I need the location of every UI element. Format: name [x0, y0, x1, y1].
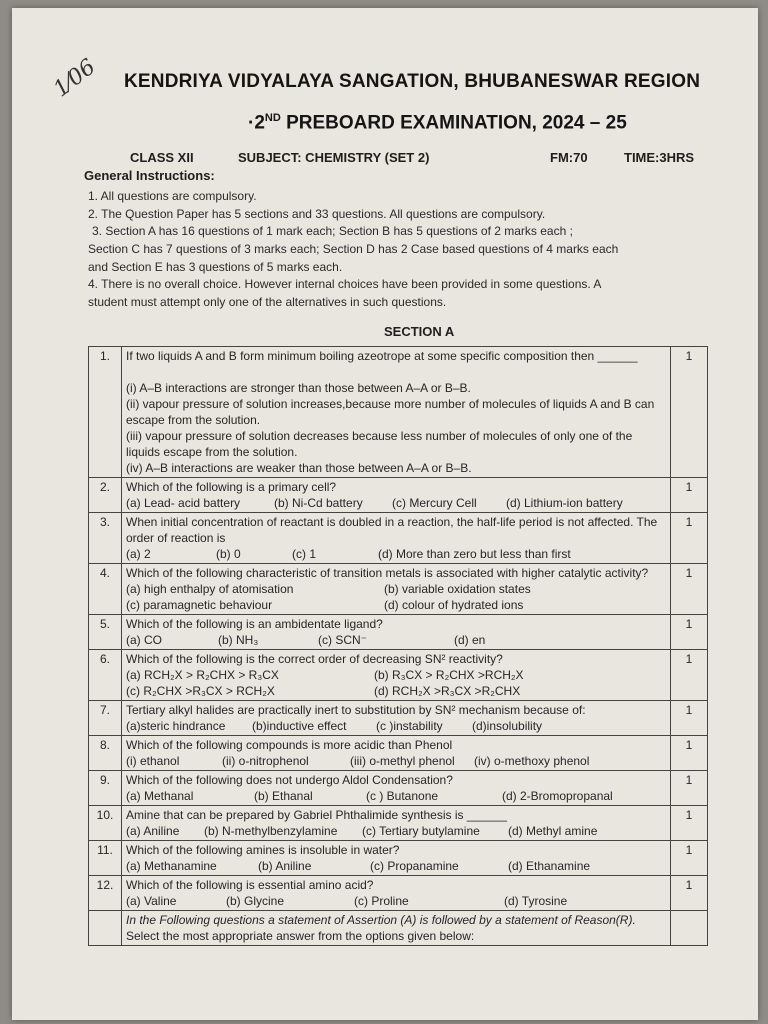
question-text: If two liquids A and B form minimum boiling azeotrope at some specific composition then ______: [126, 349, 638, 363]
question-mark: 1: [671, 650, 708, 701]
instructions-title: General Instructions:: [84, 168, 215, 183]
exam-paper: [12, 8, 758, 1020]
question-text: Which of the following characteristic of transition metals is associated with higher catalytic activity?: [126, 566, 649, 580]
question-row: [89, 841, 708, 876]
option: (a) Methanal: [126, 789, 194, 803]
exam-title: ·2ND PREBOARD EXAMINATION, 2024 – 25: [248, 112, 627, 134]
option: (c) 1: [292, 547, 316, 561]
question-number: 9.: [89, 771, 122, 806]
question-body: [122, 806, 671, 841]
question-mark: 1: [671, 615, 708, 650]
option: (b) N-methylbenzylamine: [204, 824, 338, 838]
question-text: Which of the following does not undergo Aldol Condensation?: [126, 773, 453, 787]
option: (b) variable oxidation states: [384, 582, 531, 596]
question-row: [89, 701, 708, 736]
question-mark: 1: [671, 806, 708, 841]
question-number: 6.: [89, 650, 122, 701]
option: (iii) vapour pressure of solution decreases because less number of molecules of only one of the liquids escape from the solution.: [126, 429, 633, 459]
option: (b) Ethanal: [254, 789, 313, 803]
option: (d) Tyrosine: [504, 894, 568, 908]
class-label: CLASS XII: [130, 150, 194, 165]
question-text: Which of the following compounds is more acidic than Phenol: [126, 738, 453, 752]
option: (b) Ni-Cd battery: [274, 496, 363, 510]
question-body: [122, 347, 671, 478]
full-marks-label: FM:70: [550, 150, 588, 165]
question-text: When initial concentration of reactant is doubled in a reaction, the half-life period is not affected. The order of reaction is: [126, 515, 658, 545]
option: (iv) o-methoxy phenol: [474, 754, 590, 768]
question-mark: 1: [671, 771, 708, 806]
option: (b) NH₃: [218, 633, 259, 647]
option: (b) Aniline: [258, 859, 312, 873]
option: (iii) o-methyl phenol: [350, 754, 455, 768]
question-body: [122, 615, 671, 650]
question-number: 3.: [89, 513, 122, 564]
question-mark: 1: [671, 347, 708, 478]
question-text: Which of the following is an ambidentate ligand?: [126, 617, 383, 631]
option: (i) ethanol: [126, 754, 180, 768]
time-label: TIME:3HRS: [624, 150, 695, 165]
question-mark: 1: [671, 478, 708, 513]
option: (iv) A–B interactions are weaker than those between A–A or B–B.: [126, 461, 472, 475]
question-body: [122, 736, 671, 771]
question-body: [122, 564, 671, 615]
question-text: Amine that can be prepared by Gabriel Phthalimide synthesis is ______: [126, 808, 507, 822]
question-body: [122, 478, 671, 513]
option: (c) Proline: [354, 894, 409, 908]
option: (a) RCH₂X > R₂CHX > R₃CX: [126, 668, 279, 682]
option: (a) 2: [126, 547, 151, 561]
question-row: [89, 347, 708, 478]
questions-table: [88, 346, 708, 946]
option: (b) R₃CX > R₂CHX >RCH₂X: [374, 668, 524, 682]
question-mark: 1: [671, 513, 708, 564]
option: (c) R₂CHX >R₃CX > RCH₂X: [126, 684, 275, 698]
question-row: [89, 650, 708, 701]
question-number: 4.: [89, 564, 122, 615]
question-text: Which of the following is essential amino acid?: [126, 878, 374, 892]
option: (c )instability: [376, 719, 443, 733]
option: (a) Aniline: [126, 824, 180, 838]
question-number: 10.: [89, 806, 122, 841]
question-body: [122, 701, 671, 736]
instruction-line: 2. The Question Paper has 5 sections and 33 questions. All questions are compulsory.: [88, 207, 546, 221]
option: (d)insolubility: [472, 719, 543, 733]
section-heading: SECTION A: [384, 324, 455, 339]
option: (d) Lithium-ion battery: [506, 496, 623, 510]
option: (d) 2-Bromopropanal: [502, 789, 613, 803]
option: (ii) vapour pressure of solution increases,because more number of molecules of liquids A and B can escape from the solution.: [126, 397, 655, 427]
option: (d) colour of hydrated ions: [384, 598, 524, 612]
option: (c ) Butanone: [366, 789, 439, 803]
option: (c) paramagnetic behaviour: [126, 598, 273, 612]
question-body: [122, 911, 671, 946]
option: (d) Methyl amine: [508, 824, 598, 838]
instruction-line: and Section E has 3 questions of 5 marks each.: [88, 260, 343, 274]
question-row: [89, 876, 708, 911]
question-mark: 1: [671, 876, 708, 911]
option: (a) Lead- acid battery: [126, 496, 241, 510]
question-body: [122, 650, 671, 701]
question-text: Which of the following is the correct order of decreasing SN² reactivity?: [126, 652, 503, 666]
option: (c) SCN⁻: [318, 633, 367, 647]
question-row: [89, 736, 708, 771]
option: (c) Tertiary butylamine: [362, 824, 480, 838]
question-body: [122, 841, 671, 876]
question-row: [89, 513, 708, 564]
question-number: 11.: [89, 841, 122, 876]
question-number: 12.: [89, 876, 122, 911]
question-text: Tertiary alkyl halides are practically inert to substitution by SN² mechanism because of:: [126, 703, 586, 717]
question-row: [89, 806, 708, 841]
option: (a) Valine: [126, 894, 177, 908]
question-text: Which of the following is a primary cell?: [126, 480, 337, 494]
option: (c) Mercury Cell: [392, 496, 477, 510]
question-row: [89, 478, 708, 513]
question-row: [89, 771, 708, 806]
question-number: 1.: [89, 347, 122, 478]
option: (a) CO: [126, 633, 162, 647]
question-number: 2.: [89, 478, 122, 513]
instruction-line: 3. Section A has 16 questions of 1 mark each; Section B has 5 questions of 2 marks each ;: [92, 224, 573, 238]
question-mark: 1: [671, 736, 708, 771]
option: (a) Methanamine: [126, 859, 217, 873]
option: (d) en: [454, 633, 486, 647]
question-body: [122, 513, 671, 564]
org-title: KENDRIYA VIDYALAYA SANGATION, BHUBANESWAR REGION: [124, 71, 701, 92]
question-body: [122, 771, 671, 806]
question-number: 8.: [89, 736, 122, 771]
option: (b) Glycine: [226, 894, 285, 908]
option: (d) RCH₂X >R₃CX >R₂CHX: [374, 684, 521, 698]
assertion-intro: In the Following questions a statement of Assertion (A) is followed by a statement of Reason(R).: [126, 913, 636, 927]
option: (a)steric hindrance: [126, 719, 226, 733]
instruction-line: Section C has 7 questions of 3 marks each; Section D has 2 Case based questions of 4 marks each: [88, 242, 619, 256]
option: (c) Propanamine: [370, 859, 459, 873]
assertion-select: Select the most appropriate answer from the options given below:: [126, 929, 475, 943]
option: (d) More than zero but less than first: [378, 547, 571, 561]
question-row: [89, 564, 708, 615]
instruction-line: student must attempt only one of the alternatives in such questions.: [88, 295, 447, 309]
subject-label: SUBJECT: CHEMISTRY (SET 2): [238, 150, 430, 165]
question-row: [89, 911, 708, 946]
option: (d) Ethanamine: [508, 859, 591, 873]
question-number: 5.: [89, 615, 122, 650]
instruction-line: 4. There is no overall choice. However internal choices have been provided in some questions. A: [88, 277, 602, 291]
instruction-line: 1. All questions are compulsory.: [88, 189, 257, 203]
option: (i) A–B interactions are stronger than those between A–A or B–B.: [126, 381, 471, 395]
option: (ii) o-nitrophenol: [222, 754, 309, 768]
question-row: [89, 615, 708, 650]
option: (b) 0: [216, 547, 241, 561]
option: (a) high enthalpy of atomisation: [126, 582, 294, 596]
question-number: [89, 911, 122, 946]
question-mark: [671, 911, 708, 946]
question-mark: 1: [671, 841, 708, 876]
question-body: [122, 876, 671, 911]
question-mark: 1: [671, 564, 708, 615]
question-mark: 1: [671, 701, 708, 736]
handwritten-mark: 1⁄06: [49, 54, 101, 103]
option: (b)inductive effect: [252, 719, 347, 733]
question-text: Which of the following amines is insoluble in water?: [126, 843, 400, 857]
question-number: 7.: [89, 701, 122, 736]
